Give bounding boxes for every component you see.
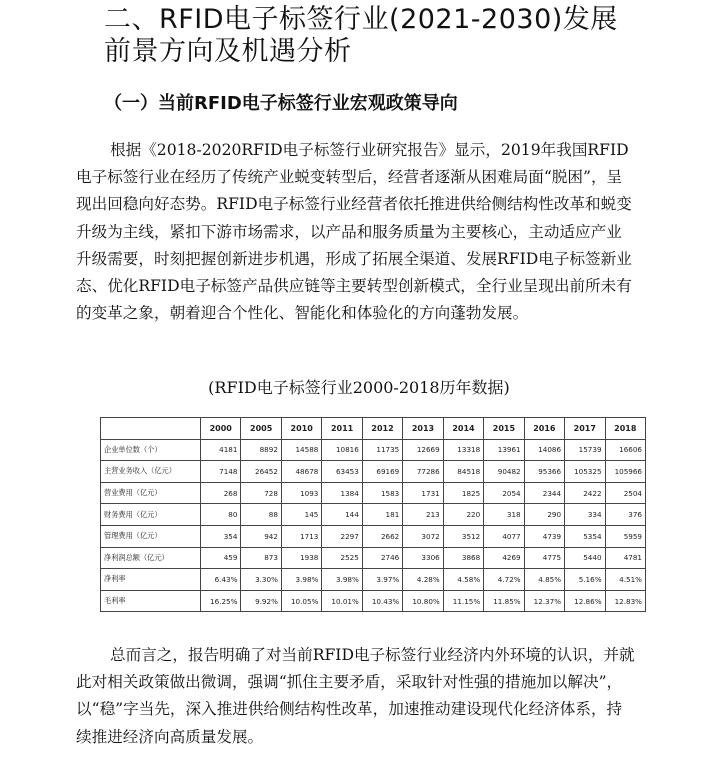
table-header-year: 2018 (605, 418, 645, 440)
table-cell: 12.86% (565, 590, 605, 612)
table-cell: 213 (403, 504, 443, 526)
table-cell: 15739 (565, 439, 605, 461)
table-cell: 220 (443, 504, 483, 526)
table-row (101, 590, 646, 612)
table-header-year: 2010 (281, 418, 321, 440)
table-row-label: 管理费用（亿元） (101, 525, 201, 547)
table-cell: 3868 (443, 547, 483, 569)
table-cell: 1938 (281, 547, 321, 569)
table-cell: 4.51% (605, 569, 645, 591)
table-header-year: 2016 (524, 418, 564, 440)
table-cell: 2746 (362, 547, 402, 569)
table-cell: 7148 (201, 461, 241, 483)
table-cell: 2504 (605, 482, 645, 504)
table-cell: 11735 (362, 439, 402, 461)
table-cell: 16606 (605, 439, 645, 461)
table-cell: 181 (362, 504, 402, 526)
table-cell: 10.01% (322, 590, 362, 612)
table-cell: 1731 (403, 482, 443, 504)
table-header-year: 2005 (241, 418, 281, 440)
table-cell: 80 (201, 504, 241, 526)
table-cell: 2662 (362, 525, 402, 547)
table-cell: 77286 (403, 461, 443, 483)
table-cell: 8892 (241, 439, 281, 461)
table-cell: 459 (201, 547, 241, 569)
table-row (101, 461, 646, 483)
table-cell: 5440 (565, 547, 605, 569)
table-row (101, 504, 646, 526)
table-cell: 63453 (322, 461, 362, 483)
table-cell: 2344 (524, 482, 564, 504)
table-header-year: 2000 (201, 418, 241, 440)
table-cell: 3.30% (241, 569, 281, 591)
table-cell: 3.98% (281, 569, 321, 591)
table-cell: 144 (322, 504, 362, 526)
page-heading-line1: 二、RFID电子标签行业(2021-2030)发展 (104, 4, 618, 35)
table-cell: 4.72% (484, 569, 524, 591)
table-cell: 10.05% (281, 590, 321, 612)
table-cell: 13961 (484, 439, 524, 461)
table-cell: 3072 (403, 525, 443, 547)
table-row-label: 净利率 (101, 569, 201, 591)
table-row-label: 净利润总额（亿元） (101, 547, 201, 569)
table-cell: 95366 (524, 461, 564, 483)
table-cell: 942 (241, 525, 281, 547)
table-cell: 728 (241, 482, 281, 504)
table-cell: 5959 (605, 525, 645, 547)
table-cell: 16.25% (201, 590, 241, 612)
table-cell: 1583 (362, 482, 402, 504)
table-cell: 105325 (565, 461, 605, 483)
table-cell: 4269 (484, 547, 524, 569)
table-cell: 11.85% (484, 590, 524, 612)
table-cell: 6.43% (201, 569, 241, 591)
table-row-label: 财务费用（亿元） (101, 504, 201, 526)
table-header-year: 2015 (484, 418, 524, 440)
table-cell: 2525 (322, 547, 362, 569)
table-cell: 11.15% (443, 590, 483, 612)
table-cell: 4739 (524, 525, 564, 547)
table-cell: 4077 (484, 525, 524, 547)
table-cell: 354 (201, 525, 241, 547)
table-cell: 4.85% (524, 569, 564, 591)
table-row (101, 569, 646, 591)
table-cell: 5.16% (565, 569, 605, 591)
table-cell: 4.28% (403, 569, 443, 591)
table-cell: 376 (605, 504, 645, 526)
table-cell: 3306 (403, 547, 443, 569)
table-cell: 12.37% (524, 590, 564, 612)
table-cell: 3.97% (362, 569, 402, 591)
table-cell: 290 (524, 504, 564, 526)
table-row-label: 毛利率 (101, 590, 201, 612)
table-cell: 14086 (524, 439, 564, 461)
table-header-corner (101, 418, 201, 440)
table-cell: 2297 (322, 525, 362, 547)
table-cell: 84518 (443, 461, 483, 483)
table-cell: 14588 (281, 439, 321, 461)
table-cell: 1093 (281, 482, 321, 504)
table-caption: (RFID电子标签行业2000-2018历年数据) (208, 378, 510, 397)
table-cell: 26452 (241, 461, 281, 483)
table-cell: 145 (281, 504, 321, 526)
table-cell: 2422 (565, 482, 605, 504)
table-row (101, 482, 646, 504)
table-cell: 1713 (281, 525, 321, 547)
table-cell: 3.98% (322, 569, 362, 591)
body-paragraph-2 (76, 642, 636, 751)
table-cell: 12.83% (605, 590, 645, 612)
table-cell: 69169 (362, 461, 402, 483)
table-cell: 318 (484, 504, 524, 526)
table-cell: 3512 (443, 525, 483, 547)
table-header-year: 2013 (403, 418, 443, 440)
table-cell: 1384 (322, 482, 362, 504)
page-heading-line2: 前景方向及机遇分析 (104, 36, 352, 67)
table-row-label: 企业单位数（个） (101, 439, 201, 461)
table-row (101, 439, 646, 461)
table-cell: 10816 (322, 439, 362, 461)
table-header-year: 2017 (565, 418, 605, 440)
table-cell: 90482 (484, 461, 524, 483)
section-title: （一）当前RFID电子标签行业宏观政策导向 (104, 93, 458, 114)
page-heading (104, 4, 704, 68)
table-cell: 4.58% (443, 569, 483, 591)
table-cell: 4775 (524, 547, 564, 569)
body-paragraph-1 (76, 137, 636, 327)
table-cell: 5354 (565, 525, 605, 547)
table-cell: 12669 (403, 439, 443, 461)
table-cell: 334 (565, 504, 605, 526)
table-cell: 1825 (443, 482, 483, 504)
table-row-label: 营业费用（亿元） (101, 482, 201, 504)
table-cell: 105966 (605, 461, 645, 483)
body-paragraph-2-text: 总而言之，报告明确了对当前RFID电子标签行业经济内外环境的认识，并就此对相关政策做出微调，强调“抓住主要矛盾，采取针对性强的措施加以解决”，以“稳”字当先，深入推进供给侧结构性改革，加速推动建设现代化经济体系，持续推进经济向高质量发展。 (76, 646, 635, 746)
table-header-year: 2014 (443, 418, 483, 440)
table-cell: 9.92% (241, 590, 281, 612)
table-row (101, 525, 646, 547)
table-row (101, 547, 646, 569)
table-header-year: 2011 (322, 418, 362, 440)
table-body (101, 439, 646, 612)
table-cell: 13318 (443, 439, 483, 461)
table-header-row (101, 418, 646, 440)
table-cell: 2054 (484, 482, 524, 504)
table-cell: 10.80% (403, 590, 443, 612)
body-paragraph-1-text: 根据《2018-2020RFID电子标签行业研究报告》显示，2019年我国RFID电子标签行业在经历了传统产业蜕变转型后，经营者逐渐从困难局面“脱困”，呈现出回稳向好态势。RFID电子标签行业经营者依托推进供给侧结构性改革和蜕变升级为主线，紧扣下游市场需求，以产品和服务质量为主要核心，主动适应产业升级需要，时刻把握创新进步机遇，形成了拓展全渠道、发展RFID电子标签新业态、优化RFID电子标签产品供应链等主要转型创新模式，全行业呈现出前所未有的变革之象，朝着迎合个性化、智能化和体验化的方向蓬勃发展。 (76, 141, 632, 323)
table-cell: 88 (241, 504, 281, 526)
data-table (100, 417, 646, 612)
table-row-label: 主营业务收入（亿元） (101, 461, 201, 483)
table-cell: 268 (201, 482, 241, 504)
table-cell: 4181 (201, 439, 241, 461)
table-header-year: 2012 (362, 418, 402, 440)
table-cell: 873 (241, 547, 281, 569)
table-cell: 10.43% (362, 590, 402, 612)
table-cell: 4781 (605, 547, 645, 569)
table-cell: 48678 (281, 461, 321, 483)
